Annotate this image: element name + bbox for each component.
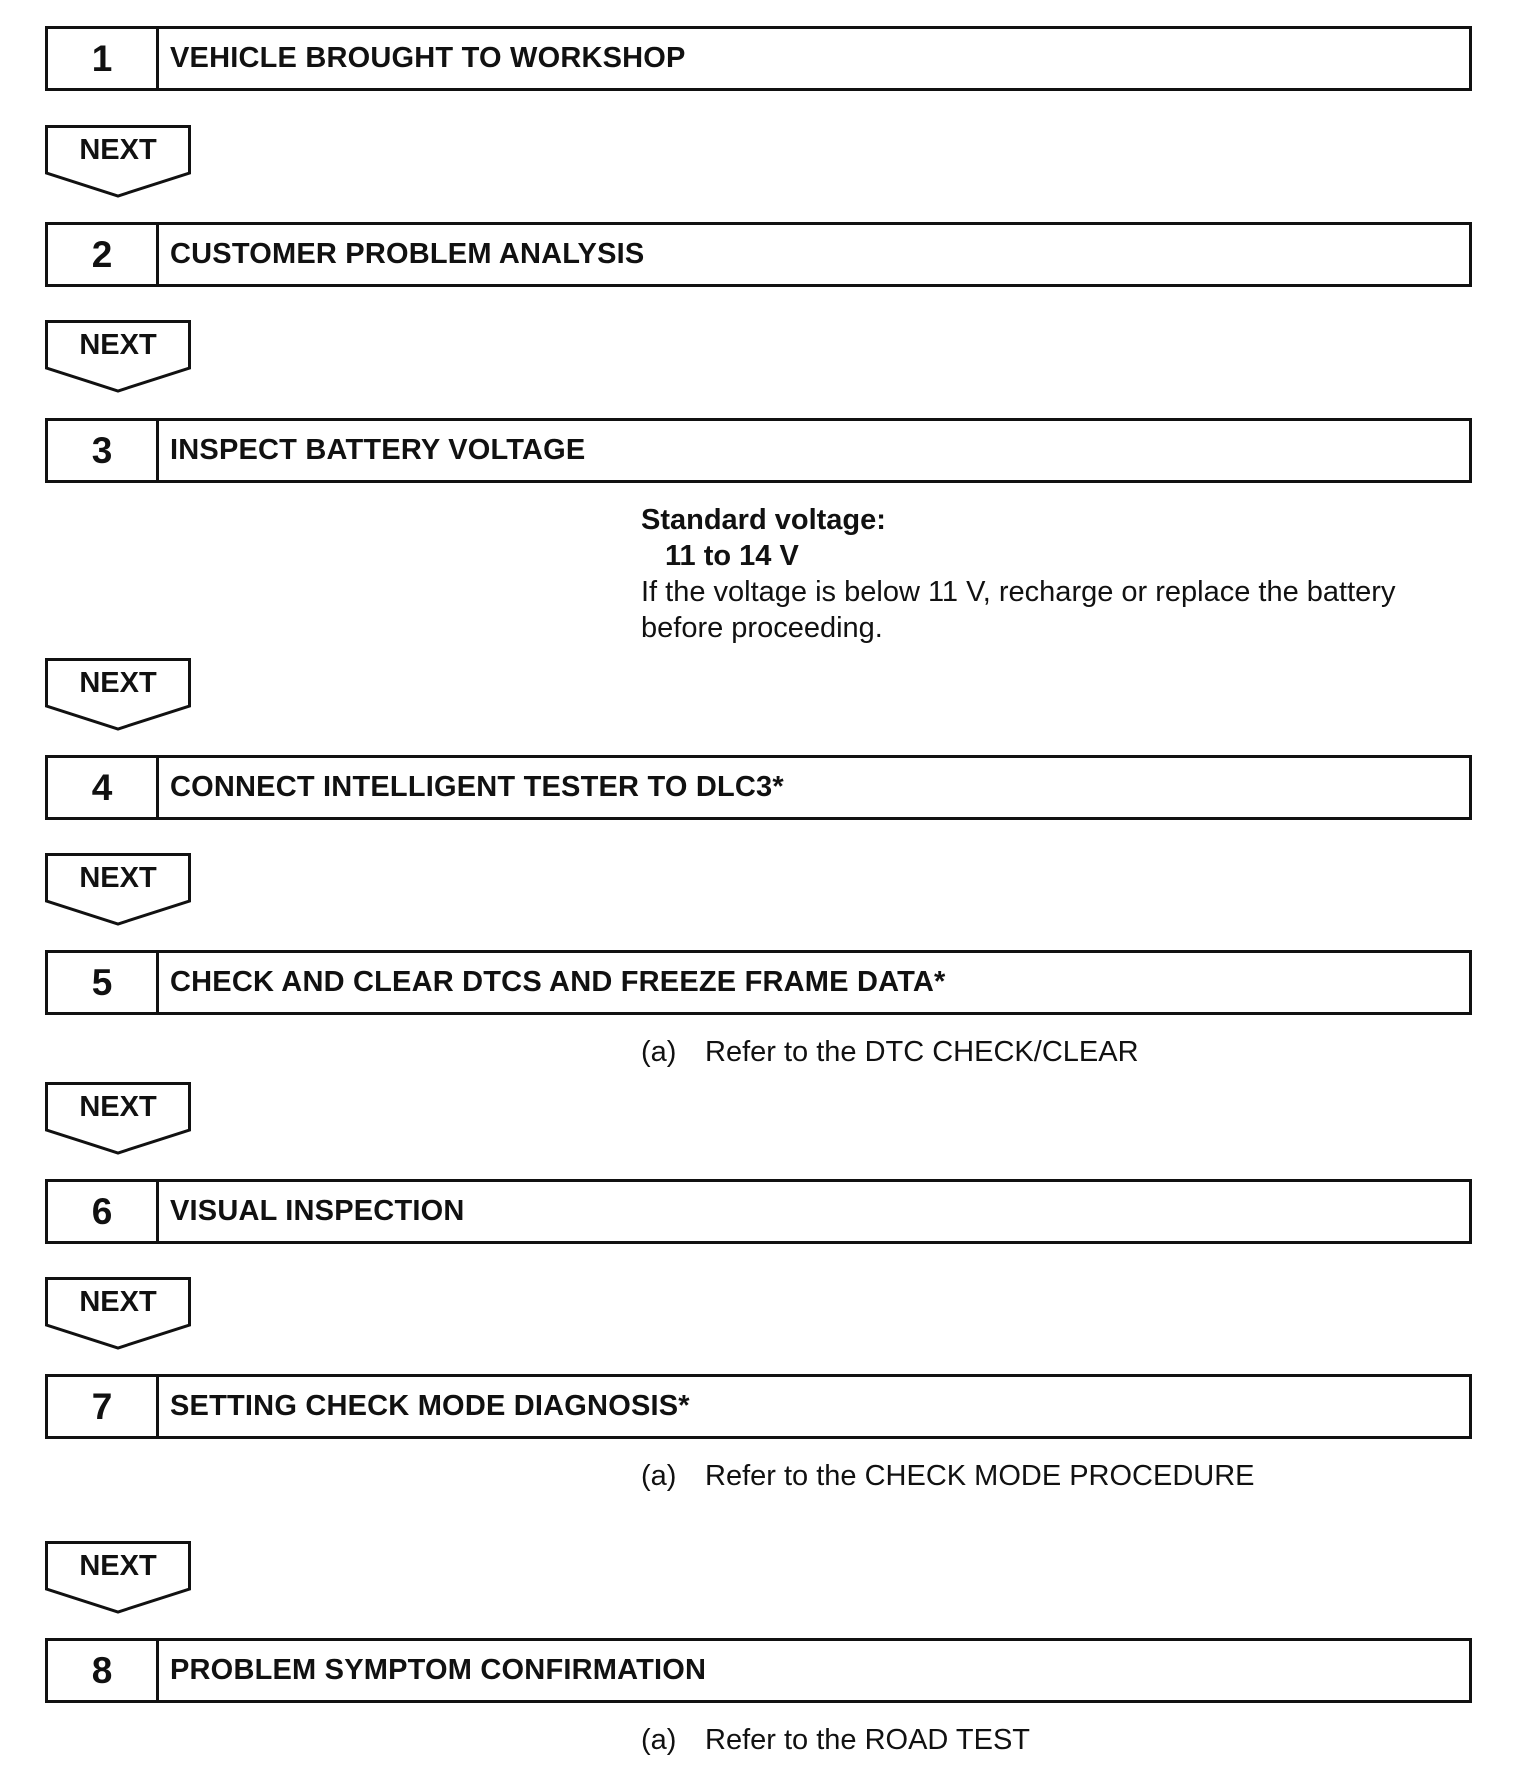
step-5-box — [45, 950, 1472, 1015]
standard-voltage-heading: Standard voltage: — [641, 504, 886, 536]
next-arrow — [45, 658, 191, 732]
step-4-box — [45, 755, 1472, 820]
next-arrow — [45, 1277, 191, 1351]
next-label: NEXT — [79, 1091, 157, 1123]
step-number: 2 — [48, 225, 159, 284]
step-number: 3 — [48, 421, 159, 480]
step-title: VEHICLE BROUGHT TO WORKSHOP — [170, 42, 686, 74]
ref-text: Refer to the CHECK MODE PROCEDURE — [705, 1460, 1255, 1492]
step-number: 5 — [48, 953, 159, 1012]
battery-voltage-note — [641, 502, 1395, 646]
next-label: NEXT — [79, 134, 157, 166]
next-arrow — [45, 125, 191, 199]
ref-marker: (a) — [641, 1036, 677, 1068]
next-arrow — [45, 1541, 191, 1615]
step-title: PROBLEM SYMPTOM CONFIRMATION — [170, 1654, 707, 1686]
next-arrow — [45, 320, 191, 394]
next-label: NEXT — [79, 1286, 157, 1318]
standard-voltage-value: 11 to 14 V — [665, 540, 799, 572]
step-title: CUSTOMER PROBLEM ANALYSIS — [170, 238, 645, 270]
check-mode-reference — [641, 1458, 1255, 1494]
step-number: 4 — [48, 758, 159, 817]
ref-marker: (a) — [641, 1724, 677, 1756]
step-number: 6 — [48, 1182, 159, 1241]
step-number: 1 — [48, 29, 159, 88]
step-8-box — [45, 1638, 1472, 1703]
battery-instruction-line-1: If the voltage is below 11 V, recharge or replace the battery — [641, 576, 1396, 608]
step-7-box — [45, 1374, 1472, 1439]
next-arrow — [45, 853, 191, 927]
step-title: SETTING CHECK MODE DIAGNOSIS* — [170, 1390, 690, 1422]
battery-instruction-line-2: before proceeding. — [641, 612, 883, 644]
step-title: VISUAL INSPECTION — [170, 1195, 465, 1227]
step-title: CONNECT INTELLIGENT TESTER TO DLC3* — [170, 771, 784, 803]
step-number: 7 — [48, 1377, 159, 1436]
next-label: NEXT — [79, 667, 157, 699]
step-1-box — [45, 26, 1472, 91]
road-test-reference — [641, 1722, 1030, 1758]
step-3-box — [45, 418, 1472, 483]
dtc-reference — [641, 1034, 1139, 1070]
ref-marker: (a) — [641, 1460, 677, 1492]
next-label: NEXT — [79, 329, 157, 361]
ref-text: Refer to the ROAD TEST — [705, 1724, 1031, 1756]
next-label: NEXT — [79, 862, 157, 894]
step-2-box — [45, 222, 1472, 287]
ref-text: Refer to the DTC CHECK/CLEAR — [705, 1036, 1139, 1068]
step-title: INSPECT BATTERY VOLTAGE — [170, 434, 586, 466]
next-label: NEXT — [79, 1550, 157, 1582]
step-6-box — [45, 1179, 1472, 1244]
step-number: 8 — [48, 1641, 159, 1700]
step-title: CHECK AND CLEAR DTCS AND FREEZE FRAME DATA* — [170, 966, 946, 998]
next-arrow — [45, 1082, 191, 1156]
